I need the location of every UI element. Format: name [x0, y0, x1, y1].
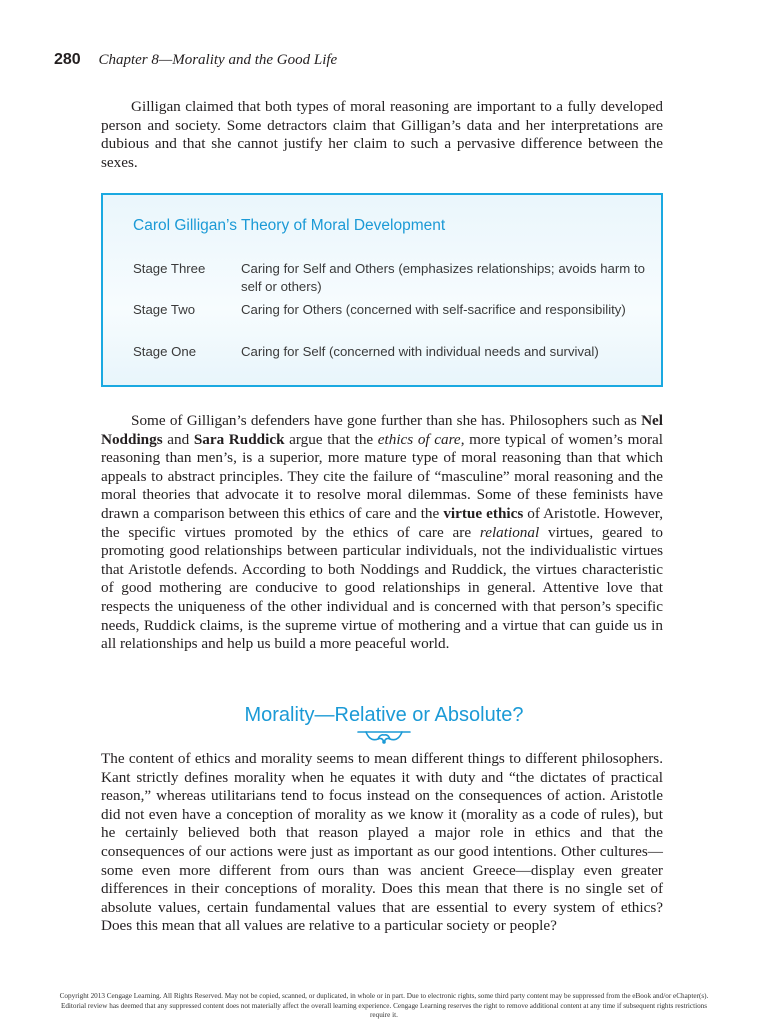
page-number: 280	[54, 51, 81, 68]
stage-description: Caring for Self (concerned with individual needs and survival)	[241, 344, 599, 359]
bold-term: Sara Ruddick	[193, 430, 285, 448]
defenders-paragraph	[101, 412, 663, 654]
theory-box-title: Carol Gilligan’s Theory of Moral Development	[133, 217, 446, 234]
theory-box	[101, 193, 663, 387]
section-paragraph-text: The content of ethics and morality seems to mean different things to different philosophers. Kant strictly defines morality when he equates it with duty and “the dictates of practical reason,” whereas utilitarians tend to focus instead on the consequences of action. Aristotle did not even have a conception of morality as we know it (morality as a code of rules), but he certainly believed both that reason played a major role in ethics and that the consequences of our actions were just as important as our good intentions. Other cultures—some even more different from ours than was ancient Greece—display even greater differences in their conceptions of morality. Does this mean that there is no single set of absolute values, certain fundamental values that are essential to every system of ethics? Does this mean that all values are relative to a particular society or people?	[101, 750, 663, 935]
italic-term: ethics of care	[377, 430, 461, 448]
stage-description: Caring for Others (concerned with self-sacrifice and responsibility)	[241, 302, 626, 317]
section-heading: Morality—Relative or Absolute?	[244, 704, 524, 726]
bold-term: virtue ethics	[443, 504, 524, 522]
body-text: and	[162, 430, 194, 448]
bold-term: Nel Noddings	[101, 412, 663, 448]
chapter-title: Chapter 8—Morality and the Good Life	[98, 52, 338, 68]
intro-paragraph	[101, 98, 663, 172]
stage-name: Stage Two	[133, 302, 196, 317]
intro-paragraph-text: Gilligan claimed that both types of moral reasoning are important to a fully developed person and society. Some detractors claim that Gilligan’s data and her interpretations are dubious and that she cannot justify her claim to such a pervasive difference between the sexes.	[101, 98, 663, 171]
flourish-ornament-icon	[356, 729, 412, 747]
body-text: , more typical of women’s moral reasoning than men’s, is a superior, more mature type of moral reasoning than that which appeals to abstract principles. They cite the failure of “masculine” moral reasoning and the moral theories that advocate it to resolve moral dilemmas. Some of these feminists have drawn a comparison between this ethics of care and the	[101, 430, 664, 522]
body-text: of Aristotle. However, the specific virtues promoted by the ethics of care are	[101, 504, 663, 541]
copyright-footer: Copyright 2013 Cengage Learning. All Rights Reserved. May not be copied, scanned, or duplicated, in whole or in part. Due to electronic rights, some third party content may be suppressed from the eBook and/or eChapter(s). Editorial review has deemed that any suppressed content does not materially affect the overall learning experience. Cengage Learning reserves the right to remove additional content at any time if subsequent rights restrictions require it.	[59, 992, 709, 1019]
body-text: Some of Gilligan’s defenders have gone further than she has. Philosophers such as	[131, 412, 642, 429]
stage-name: Stage One	[133, 344, 197, 359]
running-header	[54, 51, 337, 69]
italic-term: relational	[479, 523, 540, 541]
section-paragraph	[101, 750, 663, 936]
stage-name: Stage Three	[133, 261, 206, 276]
body-text: argue that the	[284, 430, 378, 448]
body-text: virtues, geared to promoting good relationships between particular individuals, not the individualistic virtues that Aristotle defends. According to both Noddings and Ruddick, the virtues characteristic of good mothering are conducive to good relationships in general. Attentive love that respects the uniqueness of the other individual and is concerned with that person’s specific needs, Ruddick claims, is the supreme virtue of mothering and a virtue that can guide us in all relationships and help us build a more peaceful world.	[101, 523, 663, 653]
stage-description: Caring for Self and Others (emphasizes relationships; avoids harm to self or others)	[241, 261, 645, 294]
